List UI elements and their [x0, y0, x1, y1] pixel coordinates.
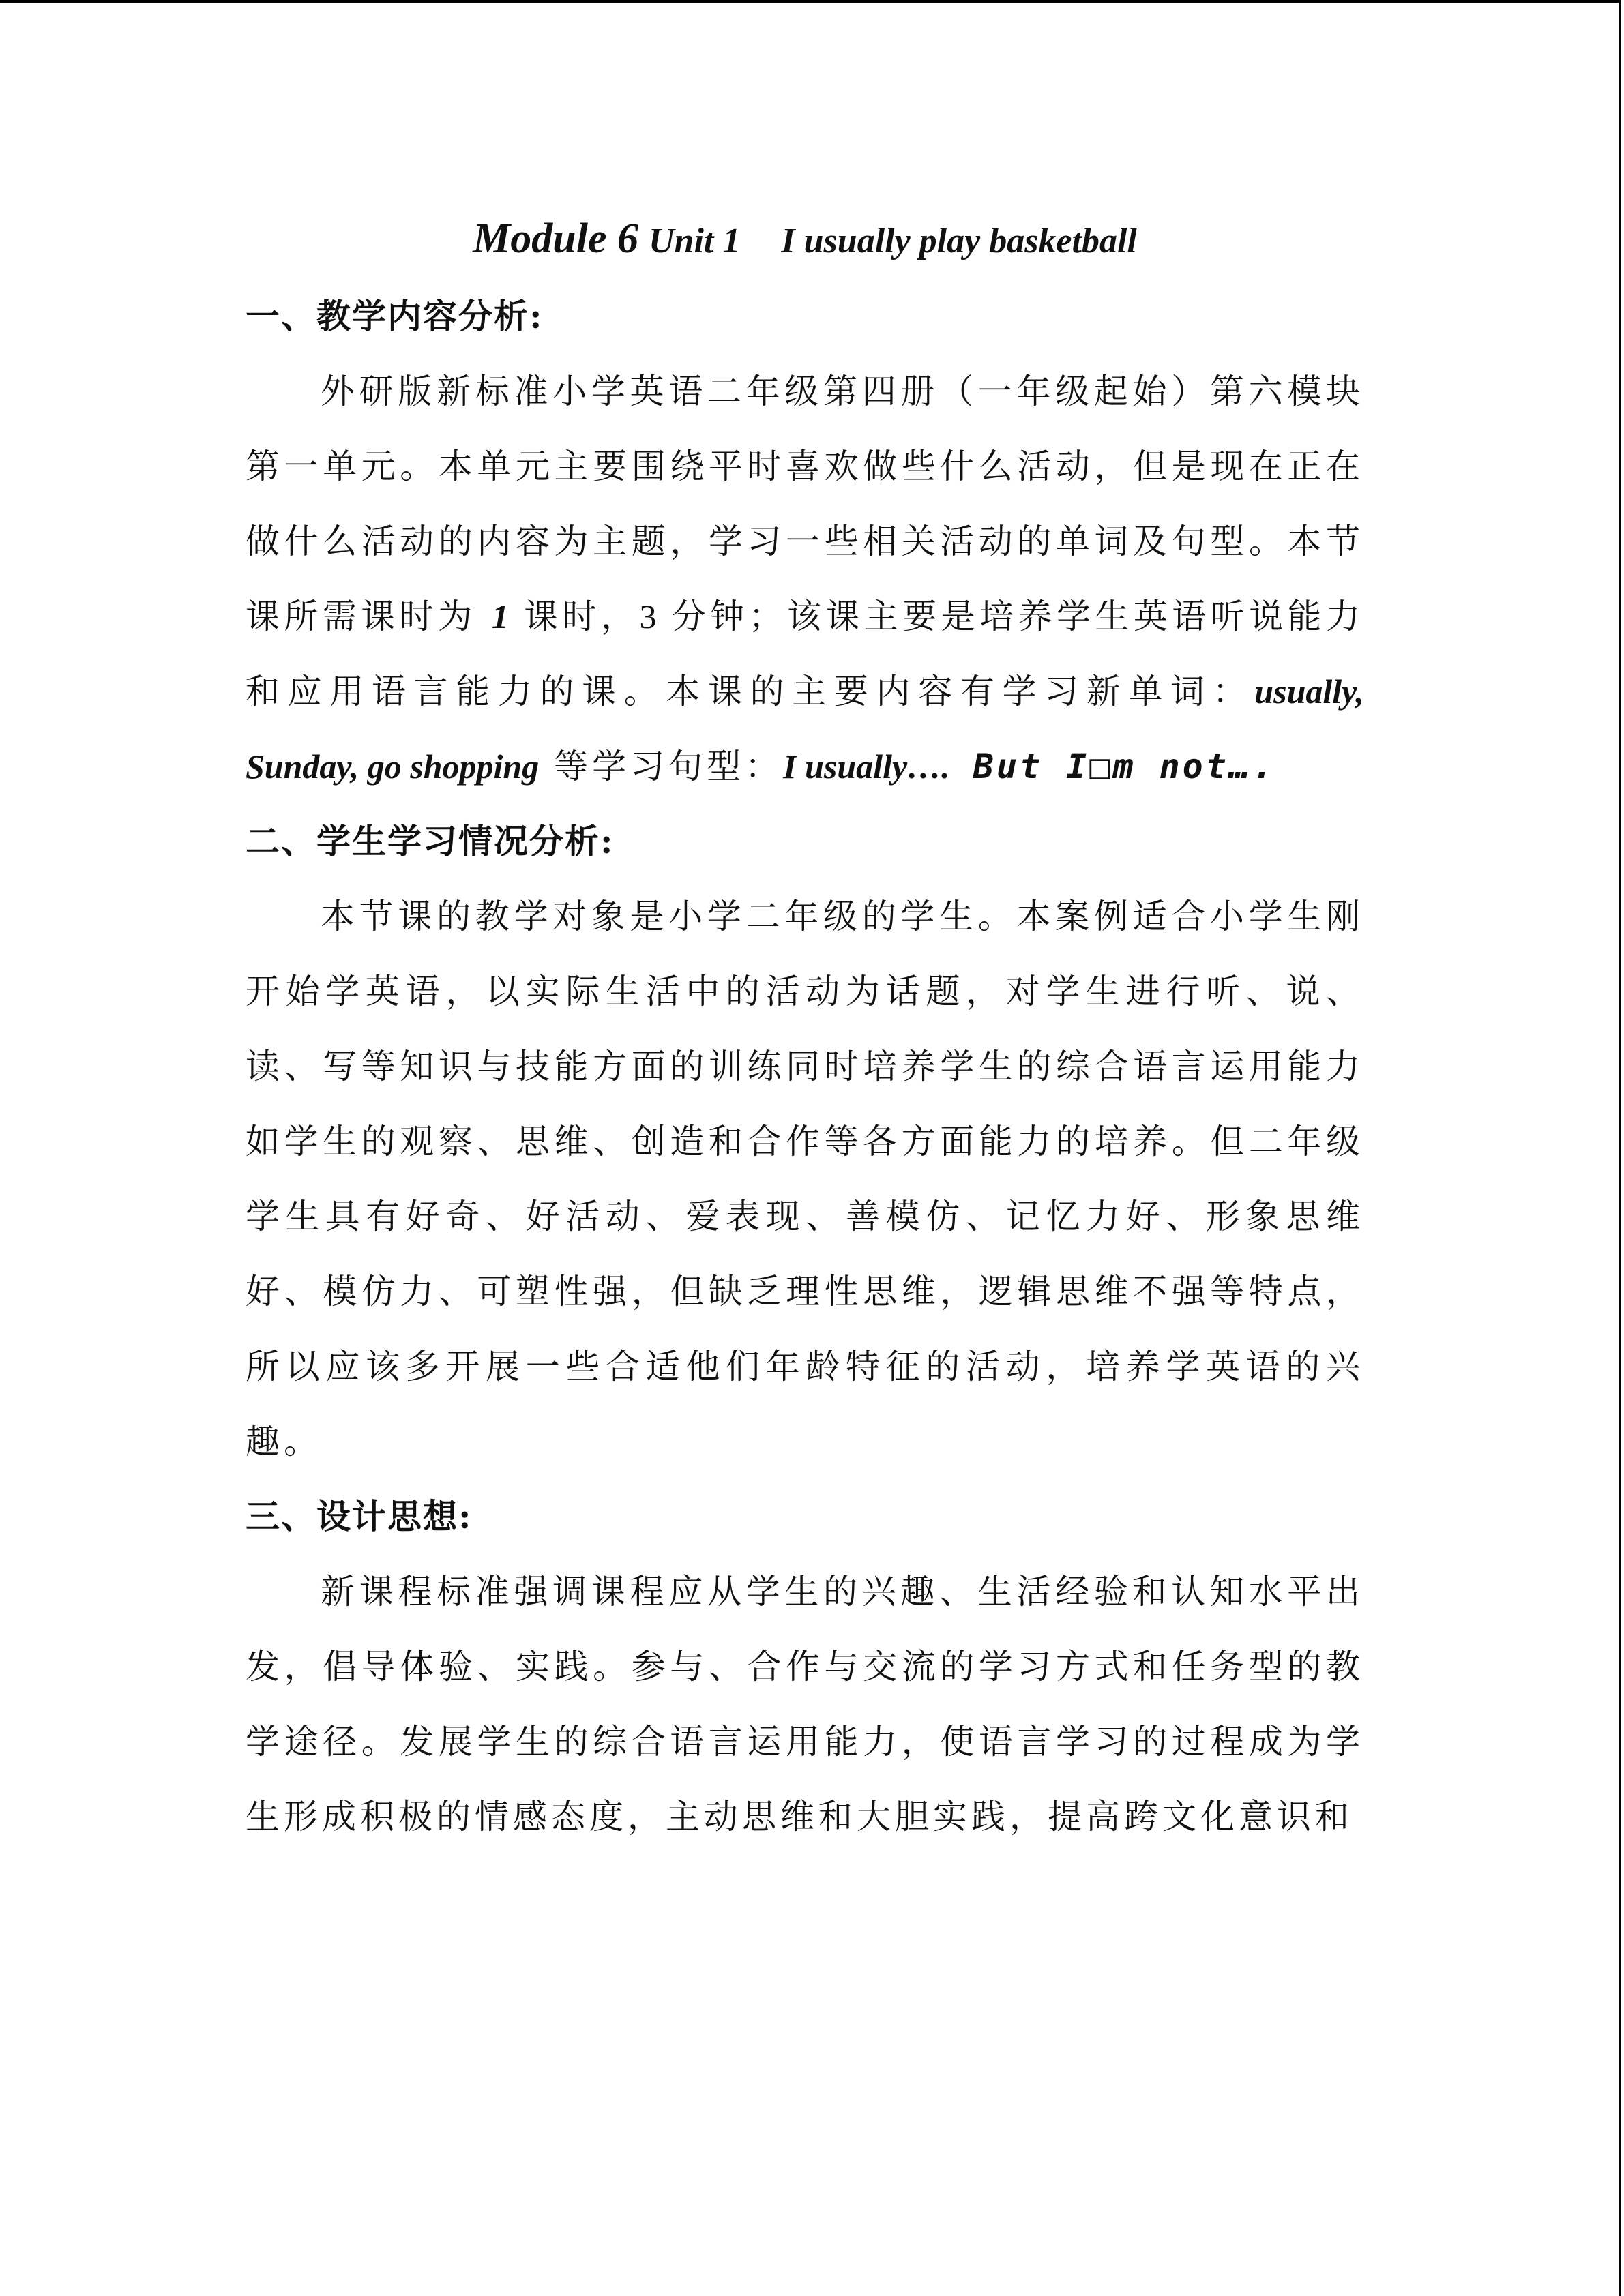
sentence-pattern-2: But I□m not…. — [949, 747, 1276, 786]
new-words: usually, Sunday, go shopping — [246, 672, 1364, 786]
section-heading: 二、学生学习情况分析: — [246, 821, 615, 861]
section-paragraph: 新课程标准强调课程应从学生的兴趣、生活经验和认知水平出发，倡导体验、实践。参与、合作与交流的学习方式和任务型的教学途径。发展学生的综合语言运用能力，使语言学习的过程成为学生形成积极的情感态度，主动思维和大胆实践，提高跨文化意识和 — [246, 1572, 1364, 1836]
text-run: 等学习句型： — [539, 747, 784, 786]
section-design-idea — [246, 1479, 1364, 1854]
section-student-analysis — [246, 804, 1364, 1479]
section-content-analysis — [246, 279, 1364, 804]
section-paragraph: 本节课的教学对象是小学二年级的学生。本案例适合小学生刚开始学英语，以实际生活中的活动为话题，对学生进行听、说、读、写等知识与技能方面的训练同时培养学生的综合语言运用能力如学生的观察、思维、创造和合作等各方面能力的培养。但二年级学生具有好奇、好活动、爱表现、善模仿、记忆力好、形象思维好、模仿力、可塑性强，但缺乏理性思维，逻辑思维不强等特点，所以应该多开展一些合适他们年龄特征的活动，培养学英语的兴趣。 — [246, 897, 1364, 1461]
section-heading: 一、教学内容分析: — [246, 296, 544, 336]
text-run: 分钟；该课主要是培养学生英语听说能力和应用语言能力的课。本课的主要内容有学习新单词： — [246, 597, 1364, 711]
document-title — [246, 205, 1364, 275]
title-lesson: I usually play basketball — [781, 222, 1137, 260]
title-module: Module 6 — [473, 215, 638, 262]
section-paragraph — [246, 354, 1364, 804]
text-run: 外研版新标准小学英语二年级第四册（一年级起始）第六模块第一单元。本单元主要围绕平时喜欢做些什么活动，但是现在正在做什么活动的内容为主题，学习一些相关活动的单词及句型。本节课所需课时为 — [246, 372, 1364, 636]
text-run: 课时， — [508, 597, 640, 636]
lesson-minutes: 3 — [639, 597, 657, 636]
title-unit: Unit 1 — [649, 222, 741, 260]
document-body — [246, 205, 1364, 1854]
section-heading: 三、设计思想: — [246, 1496, 473, 1536]
sentence-pattern-1: I usually…. — [783, 747, 950, 786]
lesson-hours: 1 — [491, 597, 509, 636]
